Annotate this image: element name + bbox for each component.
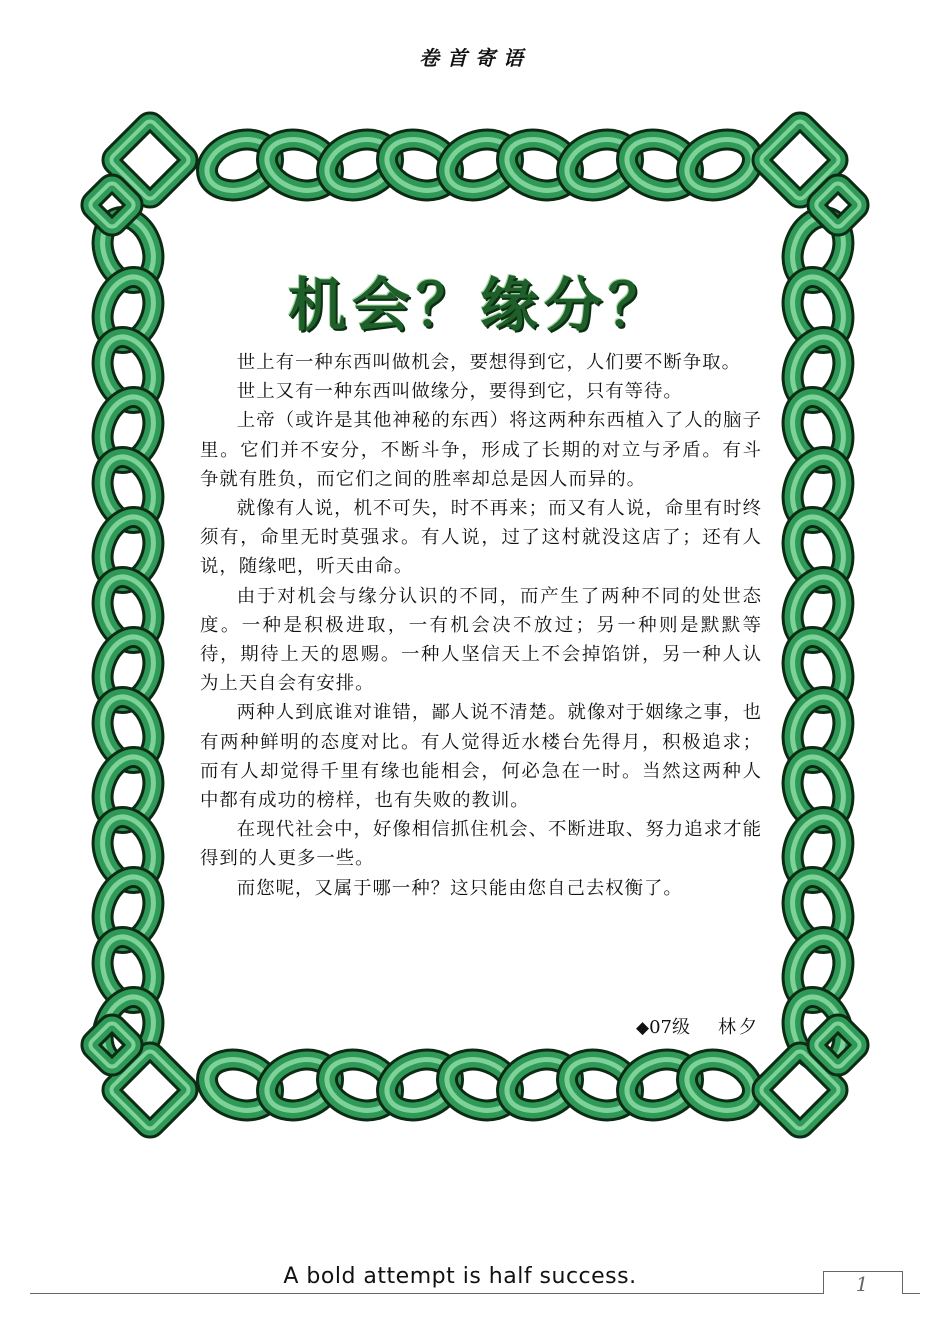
paragraph: 在现代社会中，好像相信抓住机会、不断进取、努力追求才能得到的人更多一些。: [200, 819, 762, 870]
article-body: [200, 348, 762, 903]
article-title: 机会？缘分？: [287, 271, 672, 339]
byline-author: 林夕: [718, 1017, 760, 1038]
footer-motto: A bold attempt is half success.: [283, 1264, 637, 1289]
footer-divider: [30, 1293, 920, 1294]
paragraph: 两种人到底谁对谁错，鄙人说不清楚。就像对于姻缘之事，也有两种鲜明的态度对比。有人觉得近水楼台先得月，积极追求；而有人却觉得千里有缘也能相会，何必急在一时。当然这两种人中都有成功的榜样，也有失败的教训。: [200, 702, 762, 812]
paragraph: 而您呢，又属于哪一种？这只能由您自己去权衡了。: [236, 877, 683, 899]
diamond-bullet-icon: ◆: [636, 1018, 650, 1038]
paragraph: 世上又有一种东西叫做缘分，要得到它，只有等待。: [236, 381, 683, 403]
paragraph: 就像有人说，机不可失，时不再来；而又有人说，命里有时终须有，命里无时莫强求。有人说，过了这村就没这店了；还有人说，随缘吧，听天由命。: [200, 498, 762, 578]
byline-grade: 07级: [649, 1017, 690, 1038]
page-number: 1: [855, 1272, 869, 1296]
byline: [560, 1013, 760, 1039]
paragraph: 由于对机会与缘分认识的不同，而产生了两种不同的处世态度。一种是积极进取，一有机会决不放过；另一种则是默默等待，期待上天的恩赐。一种人坚信天上不会掉馅饼，另一种人认为上天自会有安排。: [200, 585, 762, 695]
paragraph: 世上有一种东西叫做机会，要想得到它，人们要不断争取。: [236, 352, 741, 373]
section-header: 卷首寄语: [419, 46, 531, 70]
paragraph: 上帝（或许是其他神秘的东西）将这两种东西植入了人的脑子里。它们并不安分，不断斗争，形成了长期的对立与矛盾。有斗争就有胜负，而它们之间的胜率却总是因人而异的。: [200, 410, 762, 490]
